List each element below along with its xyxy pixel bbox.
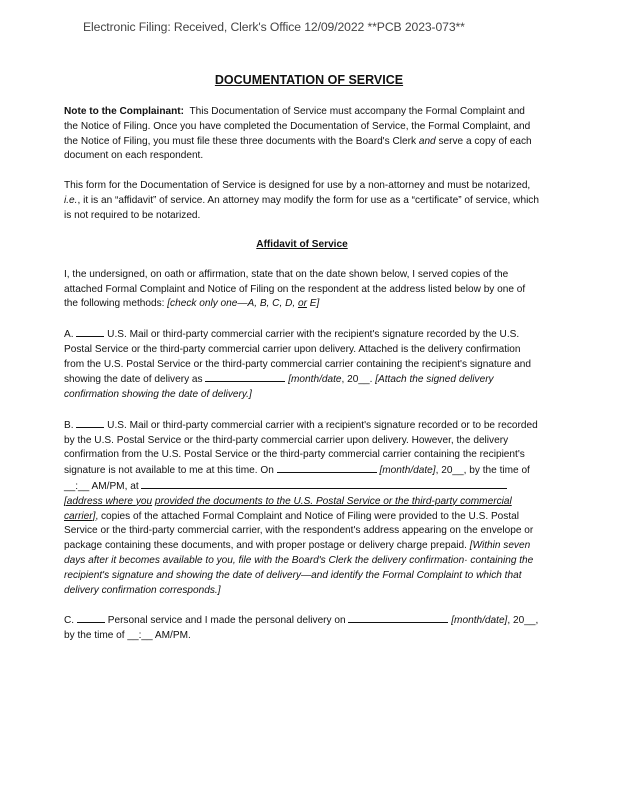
form-note-ie: i.e.: [64, 194, 78, 206]
method-c-date-blank[interactable]: [348, 613, 448, 623]
method-b-address-hint-2: provided the documents to the U.S. Postal Service or the third-party commercial carrier]: [64, 495, 512, 522]
note-label: Note to the Complainant:: [64, 106, 184, 117]
method-b-date-blank[interactable]: [277, 463, 377, 473]
note-text: This Documentation of Service must accompany the Formal Complaint and the Notice of Filing. Once you have completed the Documentation of Service, the Formal Complaint, and the Notice of Filing, you must file these three documents with the Board's Clerk: [64, 106, 531, 147]
method-b-letter: B.: [64, 419, 74, 431]
form-note-a: This form for the Documentation of Service is designed for use by a non-attorney and must be notarized,: [64, 179, 531, 191]
form-note: [64, 179, 540, 223]
method-a: [64, 327, 540, 403]
method-c-checkbox-blank[interactable]: [77, 613, 105, 623]
method-c-letter: C.: [64, 615, 75, 627]
method-c: [64, 613, 540, 644]
method-b-address-hint-1: [address where you: [64, 495, 153, 507]
method-b-instruction: [Within seven days after it becomes available to you, file with the Board's Clerk the delivery confirmation· containing the recipient's signature and showing the date of delivery—and identify the Formal Complaint to which that delivery confirmation corresponds.]: [64, 540, 534, 596]
method-a-date-hint: [month/date: [288, 374, 342, 386]
method-b-text: U.S. Mail or third-party commercial carrier with a recipient's signature recorded or to be recorded by the U.S. Postal Service or the third-party commercial carrier upon delivery. However, the delivery confirmation from the U.S. Postal Service or the third-party commercial carrier containing the recipient's signature is not available to me at this time. On: [64, 419, 538, 477]
method-a-date-blank[interactable]: [205, 372, 285, 382]
document-body: [64, 105, 540, 658]
filing-stamp: Electronic Filing: Received, Clerk's Office 12/09/2022 **PCB 2023-073**: [83, 20, 465, 34]
method-c-time: , 20__, by the time of __:__ AM/PM.: [64, 615, 539, 641]
intro-e: E]: [309, 298, 320, 310]
method-a-checkbox-blank[interactable]: [76, 327, 104, 337]
intro-check: [check only one—A, B, C, D,: [167, 298, 296, 310]
method-b-time: , 20__, by the time of __:__ AM/PM, at: [64, 465, 530, 492]
method-c-text: Personal service and I made the personal delivery on: [107, 615, 346, 627]
method-a-year: , 20__.: [341, 374, 373, 386]
method-c-date-hint: [month/date]: [451, 615, 508, 627]
affidavit-heading: Affidavit of Service: [256, 239, 348, 251]
note-tail: serve a copy of each document on each respondent.: [64, 135, 532, 162]
note-emphasis: and: [418, 135, 436, 147]
method-b-checkbox-blank[interactable]: [76, 418, 104, 428]
document-title: DOCUMENTATION OF SERVICE: [214, 73, 404, 87]
intro-text: I, the undersigned, on oath or affirmation, state that on the date shown below, I served copies of the attached Formal Complaint and Notice of Filing on the respondent at the address listed below by one of the following methods:: [64, 268, 526, 310]
method-a-instruction: [Attach the signed delivery confirmation showing the date of delivery.]: [64, 374, 494, 401]
method-b-text2: , copies of the attached Formal Complaint and Notice of Filing were provided to the U.S. Postal Service or the third-party commercial carrier, with the respondent's address appearing on the envelope or package containing these documents, and with proper postage or delivery charge prepaid.: [64, 510, 534, 552]
method-b-date-hint: [month/date]: [379, 465, 436, 477]
method-b-address-blank[interactable]: [141, 479, 507, 489]
complainant-note: [64, 105, 540, 164]
method-a-text: U.S. Mail or third-party commercial carrier with the recipient's signature recorded by the U.S. Postal Service or the third-party commercial carrier upon delivery. Attached is the delivery confirmation from the U.S. Postal Service or the third-party commercial carrier containing the recipient's signature and showing the date of delivery as: [64, 328, 532, 386]
intro-paragraph: [64, 268, 540, 312]
method-b: [64, 418, 540, 599]
form-note-b: , it is an “affidavit” of service. An attorney may modify the form for use as a “certificate” of service, which is not required to be notarized.: [64, 194, 539, 221]
method-a-letter: A.: [64, 328, 74, 340]
intro-or: or: [297, 298, 307, 310]
